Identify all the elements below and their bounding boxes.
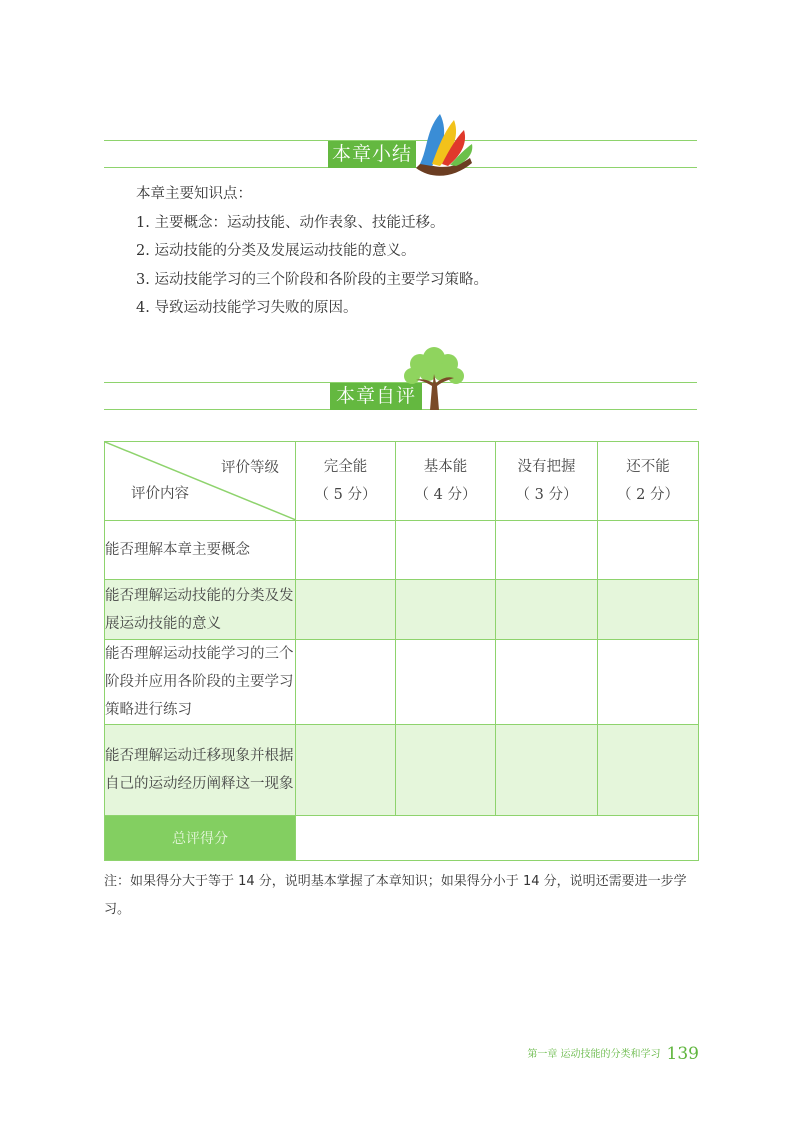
row-item: 能否理解运动迁移现象并根据自己的运动经历阐释这一现象 [105, 725, 296, 816]
summary-intro: 本章主要知识点： [136, 186, 252, 202]
table-corner-cell [105, 442, 296, 521]
corner-grade-label: 评价等级 [221, 460, 279, 476]
grade-cell[interactable] [396, 640, 496, 725]
grade-cell[interactable] [396, 580, 496, 640]
note-text: 注：如果得分大于等于 14 分，说明基本掌握了本章知识；如果得分小于 14 分，说明还需要进一步学习。 [104, 874, 687, 917]
grade-cell[interactable] [296, 725, 396, 816]
column-label: 完全能 [323, 459, 368, 475]
page-number: 139 [666, 1044, 699, 1064]
tree-icon [398, 340, 470, 410]
column-score: （ 3 分） [515, 487, 578, 503]
row-item: 能否理解运动技能学习的三个阶段并应用各阶段的主要学习策略进行练习 [105, 640, 296, 725]
summary-point: 3. 运动技能学习的三个阶段和各阶段的主要学习策略。 [136, 271, 488, 288]
summary-point: 1. 主要概念：运动技能、动作表象、技能迁移。 [136, 214, 445, 231]
row-item: 能否理解运动技能的分类及发展运动技能的意义 [105, 580, 296, 640]
column-header [598, 442, 699, 521]
grade-cell[interactable] [296, 640, 396, 725]
column-label: 还不能 [626, 459, 670, 475]
grade-cell[interactable] [396, 725, 496, 816]
column-header [496, 442, 598, 521]
grade-cell[interactable] [598, 640, 699, 725]
corner-content-label: 评价内容 [131, 486, 189, 502]
grade-cell[interactable] [296, 521, 396, 580]
column-score: （ 2 分） [617, 487, 679, 503]
grade-cell[interactable] [296, 580, 396, 640]
eval-section-title: 本章自评 [330, 383, 422, 410]
column-label: 没有把握 [517, 459, 576, 475]
grade-cell[interactable] [496, 725, 598, 816]
row-item: 能否理解本章主要概念 [105, 521, 296, 580]
grade-cell[interactable] [496, 580, 598, 640]
summary-section-title: 本章小结 [328, 141, 416, 168]
grade-cell[interactable] [598, 521, 699, 580]
column-header [396, 442, 496, 521]
summary-point: 4. 导致运动技能学习失败的原因。 [136, 300, 358, 316]
table-header-row [105, 442, 699, 521]
total-score-cell[interactable] [296, 816, 699, 861]
summary-content [136, 180, 488, 323]
column-score: （ 5 分） [314, 487, 377, 503]
footer-chapter: 第一章 运动技能的分类和学习 [527, 1049, 661, 1060]
total-row [105, 816, 699, 861]
grade-cell[interactable] [496, 521, 598, 580]
summary-point: 2. 运动技能的分类及发展运动技能的意义。 [136, 243, 416, 259]
hand-feather-icon [408, 108, 478, 186]
column-score: （ 4 分） [414, 487, 477, 503]
self-evaluation-table [104, 441, 699, 861]
grade-cell[interactable] [598, 725, 699, 816]
grade-cell[interactable] [598, 580, 699, 640]
total-score-label: 总评得分 [105, 816, 296, 861]
table-row [105, 521, 699, 580]
table-row [105, 725, 699, 816]
grade-cell[interactable] [496, 640, 598, 725]
column-label: 基本能 [423, 459, 468, 475]
page-footer [527, 1044, 699, 1064]
table-row [105, 580, 699, 640]
column-header [296, 442, 396, 521]
table-row [105, 640, 699, 725]
grade-cell[interactable] [396, 521, 496, 580]
